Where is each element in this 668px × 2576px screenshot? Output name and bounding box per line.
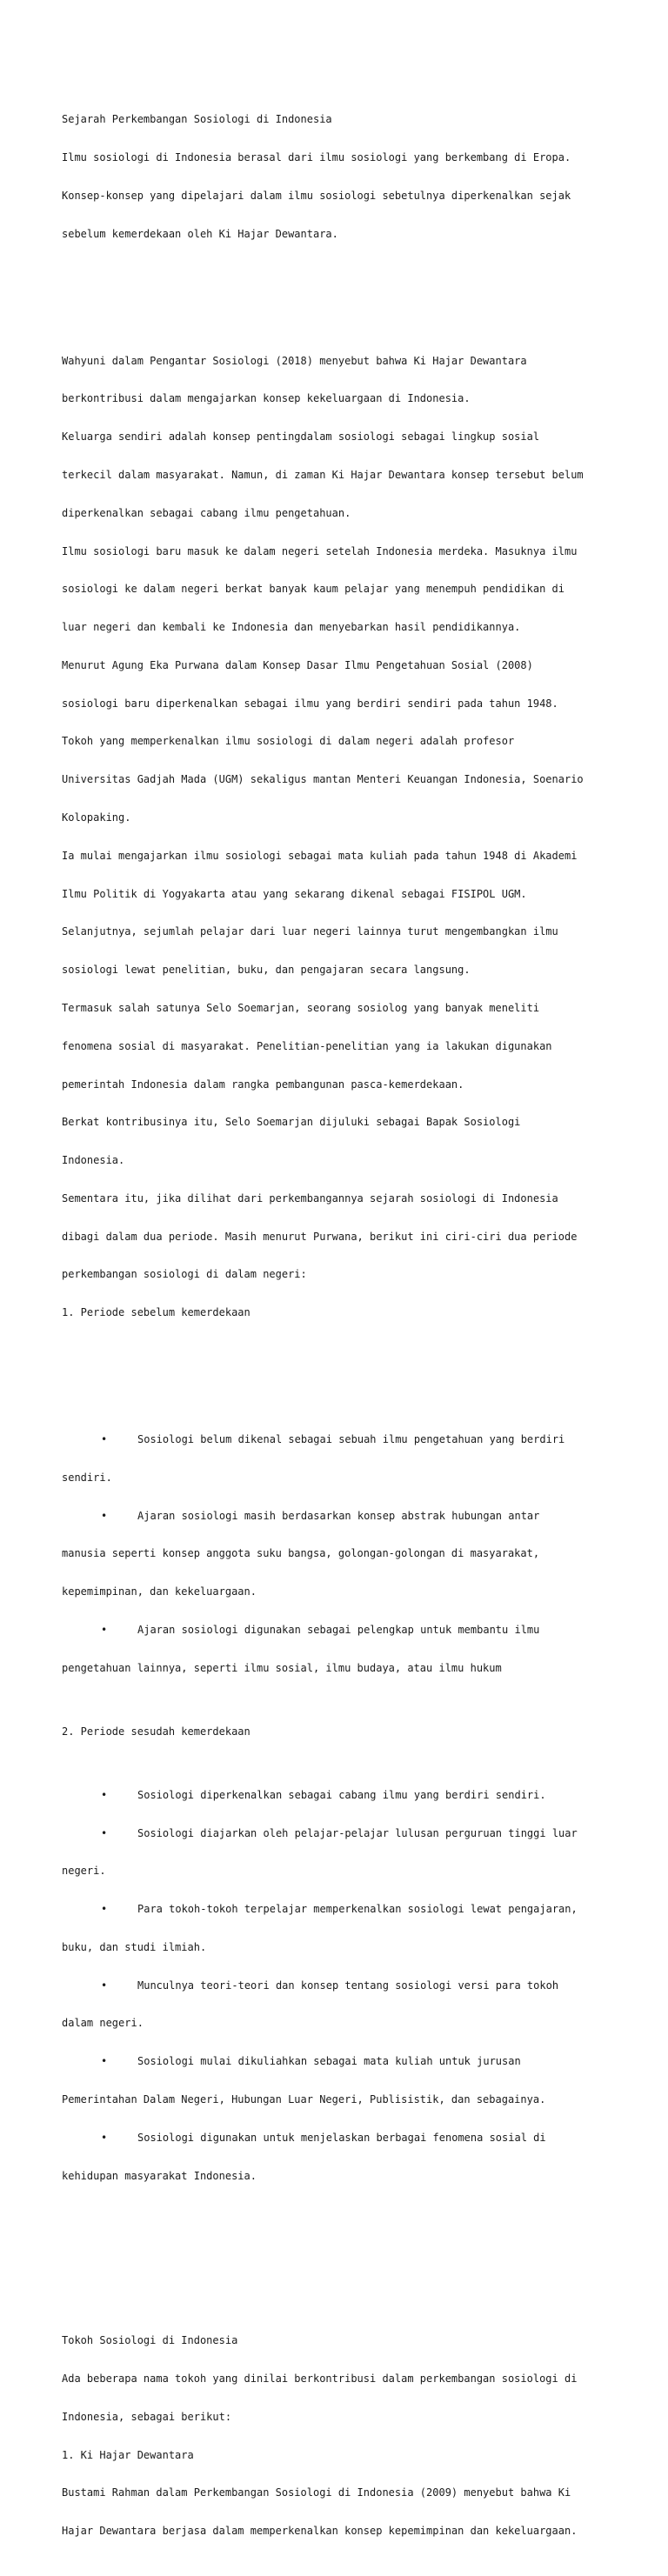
text-line: 1. Ki Hajar Dewantara [62, 2448, 194, 2461]
text-line: berkontribusi dalam mengajarkan konsep kekeluargaan di Indonesia. [62, 392, 471, 405]
text-line: Berkat kontribusinya itu, Selo Soemarjan dijuluki sebagai Bapak Sosiologi [62, 1116, 521, 1129]
list-item: • Sosiologi belum dikenal sebagai sebuah ilmu pengetahuan yang berdiri [62, 1433, 618, 1446]
text-line: Ia mulai mengajarkan ilmu sosiologi sebagai mata kuliah pada tahun 1948 di Akademi [62, 849, 578, 862]
text-line: Wahyuni dalam Pengantar Sosiologi (2018) menyebut bahwa Ki Hajar Dewantara [62, 354, 527, 367]
bullet-icon: • [101, 1826, 108, 1839]
bullet-icon: • [101, 1979, 108, 1992]
text-line: negeri. [62, 1865, 106, 1878]
list-item: • Ajaran sosiologi masih berdasarkan konsep abstrak hubungan antar [62, 1510, 618, 1523]
text-line: pengetahuan lainnya, seperti ilmu sosial, ilmu budaya, atau ilmu hukum [62, 1661, 502, 1674]
document-body [62, 63, 618, 2576]
text-line: Bustami Rahman dalam Perkembangan Sosiologi di Indonesia (2009) menyebut bahwa Ki [62, 2486, 571, 2499]
text-line: sosiologi baru diperkenalkan sebagai ilmu yang berdiri sendiri pada tahun 1948. [62, 697, 558, 710]
tokoh-paragraph [62, 2309, 618, 2563]
text-line: Indonesia, sebagai berikut: [62, 2410, 232, 2423]
list-item: • Sosiologi digunakan untuk menjelaskan berbagai fenomena sosial di [62, 2132, 618, 2145]
list-item: • Ajaran sosiologi digunakan sebagai pelengkap untuk membantu ilmu [62, 1624, 618, 1637]
text-line: Universitas Gadjah Mada (UGM) sekaligus mantan Menteri Keuangan Indonesia, Soenario [62, 773, 584, 786]
text-line: Sementara itu, jika dilihat dari perkembangannya sejarah sosiologi di Indonesia [62, 1191, 558, 1205]
text-line: Pemerintahan Dalam Negeri, Hubungan Luar Negeri, Publisistik, dan sebagainya. [62, 2093, 546, 2106]
text-line: sosiologi ke dalam negeri berkat banyak kaum pelajar yang menempuh pendidikan di [62, 583, 564, 596]
text-line: Ilmu sosiologi di Indonesia berasal dari ilmu sosiologi yang berkembang di Eropa. [62, 151, 571, 164]
text-line: Menurut Agung Eka Purwana dalam Konsep Dasar Ilmu Pengetahuan Sosial (2008) [62, 658, 533, 671]
period-1-list [62, 1408, 618, 1700]
text-line: Ada beberapa nama tokoh yang dinilai berkontribusi dalam perkembangan sosiologi di [62, 2372, 578, 2386]
text-line: buku, dan studi ilmiah. [62, 1940, 207, 1953]
text-line: kehidupan masyarakat Indonesia. [62, 2169, 257, 2182]
text-line: Ilmu Politik di Yogyakarta atau yang sekarang dikenal sebagai FISIPOL UGM. [62, 887, 527, 900]
text-line: dibagi dalam dua periode. Masih menurut Purwana, berikut ini ciri-ciri dua periode [62, 1230, 578, 1243]
text-line: fenomena sosial di masyarakat. Penelitian-penelitian yang ia lakukan digunakan [62, 1039, 552, 1052]
text-line: Tokoh yang memperkenalkan ilmu sosiologi di dalam negeri adalah profesor [62, 735, 515, 748]
doc-title: Sejarah Perkembangan Sosiologi di Indonesia [62, 113, 332, 126]
text-line: Konsep-konsep yang dipelajari dalam ilmu sosiologi sebetulnya diperkenalkan sejak [62, 189, 571, 202]
text-line: Indonesia. [62, 1154, 125, 1167]
text-line: luar negeri dan kembali ke Indonesia dan menyebarkan hasil pendidikannya. [62, 621, 521, 634]
bullet-icon: • [101, 1624, 108, 1637]
text-line: dalam negeri. [62, 2017, 144, 2030]
text-line: Ilmu sosiologi baru masuk ke dalam negeri setelah Indonesia merdeka. Masuknya ilmu [62, 544, 578, 557]
list-item: • Sosiologi diajarkan oleh pelajar-pelajar lulusan perguruan tinggi luar [62, 1827, 618, 1840]
list-heading-period-2: 2. Periode sesudah kemerdekaan [62, 1725, 250, 1738]
text-line: sosiologi lewat penelitian, buku, dan pengajaran secara langsung. [62, 964, 471, 977]
text-line: Kolopaking. [62, 811, 131, 824]
text-line: sebelum kemerdekaan oleh Ki Hajar Dewantara. [62, 227, 338, 240]
text-line: terkecil dalam masyarakat. Namun, di zaman Ki Hajar Dewantara konsep tersebut belum [62, 469, 584, 481]
text-line: kepemimpinan, dan kekeluargaan. [62, 1585, 257, 1598]
intro-paragraph [62, 88, 618, 265]
period-2-list [62, 1764, 618, 2208]
text-line: manusia seperti konsep anggota suku bangsa, golongan-golongan di masyarakat, [62, 1547, 540, 1560]
history-paragraph [62, 329, 618, 1345]
text-line: Keluarga sendiri adalah konsep pentingdalam sosiologi sebagai lingkup sosial [62, 430, 540, 444]
bullet-icon: • [101, 2055, 108, 2068]
text-line: diperkenalkan sebagai cabang ilmu pengetahuan. [62, 506, 351, 519]
bullet-icon: • [101, 2131, 108, 2144]
bullet-icon: • [101, 1509, 108, 1522]
text-line: sendiri. [62, 1471, 112, 1484]
list-item: • Para tokoh-tokoh terpelajar memperkenalkan sosiologi lewat pengajaran, [62, 1903, 618, 1916]
text-line: perkembangan sosiologi di dalam negeri: [62, 1268, 307, 1281]
list-heading-period-1: 1. Periode sebelum kemerdekaan [62, 1306, 250, 1319]
bullet-icon: • [101, 1433, 108, 1446]
text-line: Selanjutnya, sejumlah pelajar dari luar negeri lainnya turut mengembangkan ilmu [62, 925, 558, 938]
list-item: • Sosiologi mulai dikuliahkan sebagai mata kuliah untuk jurusan [62, 2055, 618, 2068]
list-item: • Sosiologi diperkenalkan sebagai cabang ilmu yang berdiri sendiri. [62, 1789, 618, 1802]
text-line: Hajar Dewantara berjasa dalam memperkenalkan konsep kepemimpinan dan kekeluargaan. [62, 2525, 578, 2538]
bullet-icon: • [101, 1903, 108, 1916]
section-title: Tokoh Sosiologi di Indonesia [62, 2334, 238, 2347]
text-line: pemerintah Indonesia dalam rangka pembangunan pasca-kemerdekaan. [62, 1078, 464, 1091]
list-item: • Munculnya teori-teori dan konsep tentang sosiologi versi para tokoh [62, 1979, 618, 1992]
text-line: Termasuk salah satunya Selo Soemarjan, seorang sosiolog yang banyak meneliti [62, 1001, 540, 1014]
bullet-icon: • [101, 1788, 108, 1801]
